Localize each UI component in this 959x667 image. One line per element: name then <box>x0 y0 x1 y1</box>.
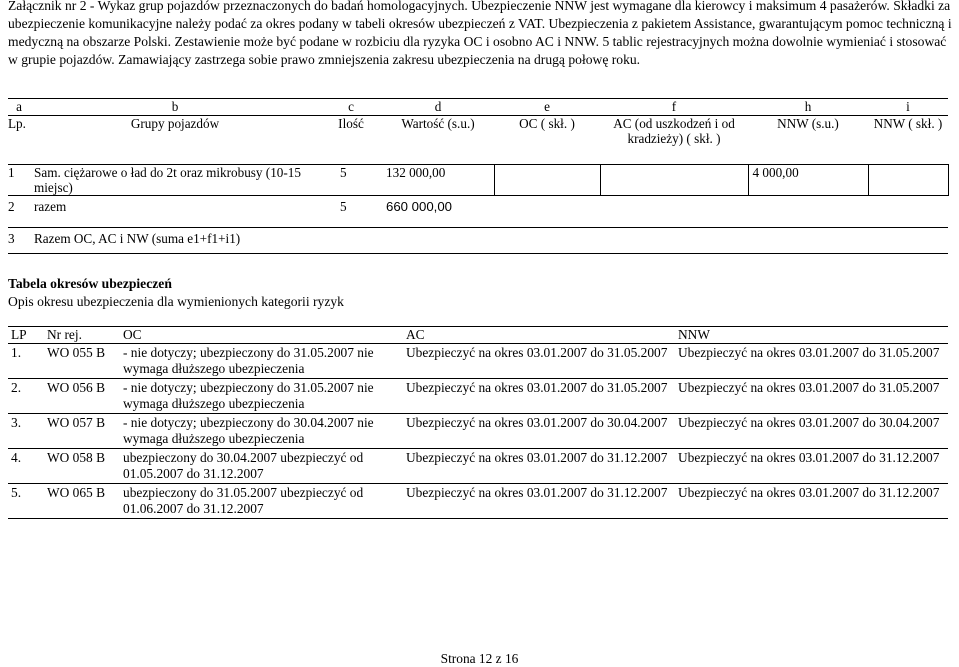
row-nnw: Ubezpieczyć na okres 03.01.2007 do 30.04.2007 <box>675 414 948 449</box>
header-row <box>8 116 948 165</box>
row-oc: - nie dotyczy; ubezpieczony do 30.04.2007 nie wymaga dłuższego ubezpieczenia <box>120 414 403 449</box>
row-oc: - nie dotyczy; ubezpieczony do 31.05.2007 nie wymaga dłuższego ubezpieczenia <box>120 344 403 379</box>
row-lp: 2 <box>8 199 15 214</box>
header-value: Wartość (s.u.) <box>382 116 494 165</box>
table-row <box>8 484 948 519</box>
col-letter: b <box>30 99 320 116</box>
row-nnw: Ubezpieczyć na okres 03.01.2007 do 31.12.2007 <box>675 449 948 484</box>
header-nnw-skl: NNW ( skł. ) <box>868 116 948 165</box>
table-row <box>8 379 948 414</box>
header-ac: AC (od uszkodzeń i od kradzieży) ( skł. ) <box>600 116 748 165</box>
row-oc: ubezpieczony do 31.05.2007 ubezpieczyć od 01.06.2007 do 31.12.2007 <box>120 484 403 519</box>
row-lp: 1. <box>8 344 44 379</box>
row-reg: WO 056 B <box>44 379 120 414</box>
row-ac: Ubezpieczyć na okres 03.01.2007 do 31.12.2007 <box>403 484 675 519</box>
row-lp: 5. <box>8 484 44 519</box>
header-qty: Ilość <box>320 116 382 165</box>
col-letter: a <box>8 99 30 116</box>
section-title: Tabela okresów ubezpieczeń <box>8 276 172 291</box>
header-oc: OC ( skł. ) <box>494 116 600 165</box>
header-oc: OC <box>120 327 403 344</box>
table-row <box>8 196 948 220</box>
header-lp: LP <box>8 327 44 344</box>
row-lp: 3. <box>8 414 44 449</box>
spacer-row <box>8 219 948 228</box>
row-reg: WO 058 B <box>44 449 120 484</box>
header-nnw: NNW <box>675 327 948 344</box>
row-group: Razem OC, AC i NW (suma e1+f1+i1) <box>30 228 494 254</box>
table-row <box>8 165 948 196</box>
header-lp: Lp. <box>8 116 30 165</box>
section-subtitle: Opis okresu ubezpieczenia dla wymienionych kategorii ryzyk <box>8 294 344 309</box>
row-nnw: Ubezpieczyć na okres 03.01.2007 do 31.05.2007 <box>675 379 948 414</box>
row-lp: 3 <box>8 228 30 254</box>
header-reg: Nr rej. <box>44 327 120 344</box>
row-reg: WO 055 B <box>44 344 120 379</box>
insurance-periods-table <box>8 326 948 519</box>
col-letter: d <box>382 99 494 116</box>
col-letter: e <box>494 99 600 116</box>
col-letter: f <box>600 99 748 116</box>
row-nnw: Ubezpieczyć na okres 03.01.2007 do 31.12.2007 <box>675 484 948 519</box>
table-row <box>8 228 948 254</box>
page-number: Strona 12 z 16 <box>440 651 519 666</box>
column-letters-row <box>8 99 948 116</box>
row-lp: 2. <box>8 379 44 414</box>
intro-paragraph: Załącznik nr 2 - Wykaz grup pojazdów przeznaczonych do badań homologacyjnych. Ubezpieczenie NNW jest wymagane dla kierowcy i maksimum 4 pasażerów. Składki za ubezpieczenie komunikacyjne należy podać za okres podany w tabeli okresów ubezpieczeń z VAT. Ubezpieczenia z pakietem Assistance, gwarantującym pomoc techniczną i medyczną na obszarze Polski. Zestawienie może być podane w rozbiciu dla ryzyka OC i osobno AC i NNW. 5 tablic rejestracyjnych można dowolnie wymieniać i stosować w grupie pojazdów. Zamawiający zastrzega sobie prawo zmniejszenia zakresu ubezpieczenia na drugą połowę roku. <box>8 0 952 67</box>
table-row <box>8 344 948 379</box>
row-value: 660 000,00 <box>386 199 453 214</box>
col-letter: i <box>868 99 948 116</box>
row-ac: Ubezpieczyć na okres 03.01.2007 do 30.04.2007 <box>403 414 675 449</box>
row-nnw-su: 4 000,00 <box>748 165 868 196</box>
row-group: Sam. ciężarowe o ład do 2t oraz mikrobusy (10-15 miejsc) <box>30 165 320 196</box>
row-lp: 1 <box>8 165 30 196</box>
row-reg: WO 065 B <box>44 484 120 519</box>
row-oc-cell <box>494 165 600 196</box>
row-qty: 5 <box>320 165 382 196</box>
row-oc: - nie dotyczy; ubezpieczony do 31.05.2007 nie wymaga dłuższego ubezpieczenia <box>120 379 403 414</box>
header-ac: AC <box>403 327 675 344</box>
row-ac-cell <box>600 165 748 196</box>
row-group: razem <box>34 199 67 214</box>
vehicle-groups-table <box>8 98 949 254</box>
table-row <box>8 449 948 484</box>
table-row <box>8 414 948 449</box>
header-nnw-su: NNW (s.u.) <box>748 116 868 165</box>
header-row <box>8 327 948 344</box>
row-nnw: Ubezpieczyć na okres 03.01.2007 do 31.05.2007 <box>675 344 948 379</box>
header-group: Grupy pojazdów <box>30 116 320 165</box>
row-ac: Ubezpieczyć na okres 03.01.2007 do 31.05.2007 <box>403 344 675 379</box>
col-letter: h <box>748 99 868 116</box>
row-ac: Ubezpieczyć na okres 03.01.2007 do 31.05.2007 <box>403 379 675 414</box>
row-oc: ubezpieczony do 30.04.2007 ubezpieczyć od 01.05.2007 do 31.12.2007 <box>120 449 403 484</box>
row-lp: 4. <box>8 449 44 484</box>
row-nnw-skl-cell <box>868 165 948 196</box>
row-value: 132 000,00 <box>382 165 494 196</box>
col-letter: c <box>320 99 382 116</box>
row-qty: 5 <box>340 199 347 214</box>
row-ac: Ubezpieczyć na okres 03.01.2007 do 31.12.2007 <box>403 449 675 484</box>
row-reg: WO 057 B <box>44 414 120 449</box>
